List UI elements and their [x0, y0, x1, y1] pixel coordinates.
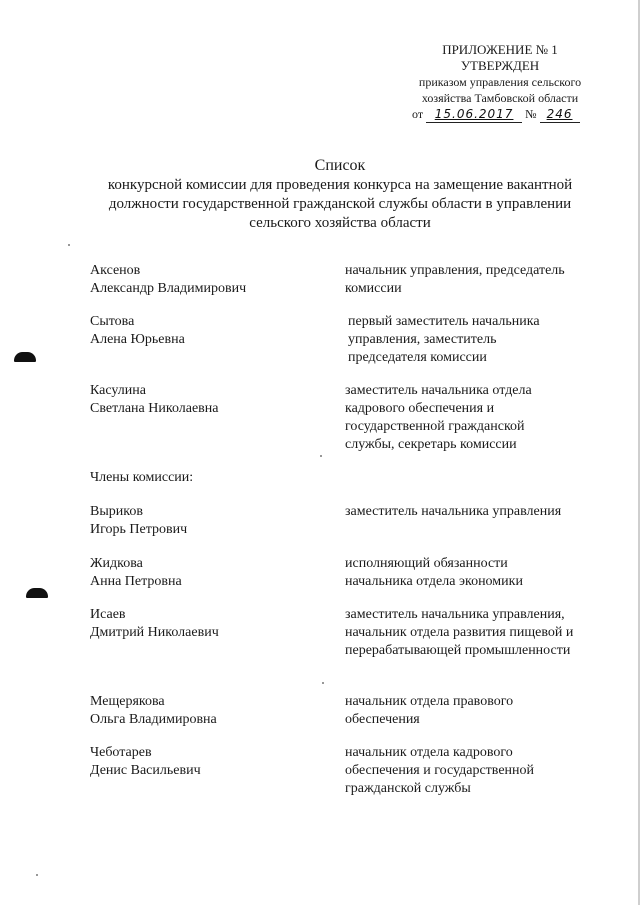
- person-surname: Выриков: [90, 504, 143, 519]
- number-prefix: №: [525, 107, 537, 121]
- person-name: [90, 382, 320, 418]
- approved-label: УТВЕРЖДЕН: [460, 58, 540, 73]
- person-given-names: Игорь Петрович: [90, 522, 188, 537]
- person-role: первый заместитель начальника управления, заместитель председателя комиссии: [348, 314, 540, 365]
- person-role: начальник отдела правового обеспечения: [345, 694, 514, 727]
- person-given-names: Светлана Николаевна: [90, 401, 219, 416]
- person-surname: Касулина: [90, 383, 146, 398]
- person-surname: Мещерякова: [90, 694, 165, 709]
- person-given-names: Алена Юрьевна: [90, 332, 185, 347]
- person-role: начальник отдела кадрового обеспечения и государственной гражданской службы: [345, 745, 535, 796]
- person-name: [90, 262, 320, 298]
- person-role: исполняющий обязанности начальника отдела экономики: [345, 556, 523, 589]
- person-name: [90, 555, 320, 591]
- title-line-3: сельского хозяйства области: [249, 215, 431, 231]
- document-title: [60, 156, 620, 233]
- order-date-handwritten: 15.06.2017: [434, 107, 514, 121]
- order-date-field: [426, 106, 522, 123]
- person-given-names: Анна Петровна: [90, 574, 182, 589]
- person-role: заместитель начальника отдела кадрового обеспечения и государственной гражданской службы, секретарь комиссии: [345, 383, 532, 452]
- person-role: заместитель начальника управления, начальник отдела развития пищевой и перерабатывающей промышленности: [345, 607, 574, 658]
- order-issuer-line2: хозяйства Тамбовской области: [421, 91, 579, 105]
- scan-speck: [36, 874, 38, 876]
- title-heading: Список: [314, 157, 366, 174]
- date-prefix: от: [412, 107, 424, 121]
- approval-block: [390, 42, 610, 123]
- person-given-names: Александр Владимирович: [90, 281, 247, 296]
- scan-speck: [320, 455, 322, 457]
- person-given-names: Ольга Владимировна: [90, 712, 217, 727]
- person-surname: Жидкова: [90, 556, 143, 571]
- order-date-line: [390, 106, 610, 123]
- order-number-field: [540, 106, 580, 123]
- title-line-2: должности государственной гражданской службы области в управлении: [108, 196, 572, 212]
- order-issuer-line1: приказом управления сельского: [418, 75, 582, 89]
- person-surname: Исаев: [90, 607, 126, 622]
- person-surname: Сытова: [90, 314, 135, 329]
- binder-hole-mark: [14, 352, 36, 362]
- person-name: [90, 503, 320, 539]
- person-surname: Чеботарев: [90, 745, 152, 760]
- order-number-handwritten: 246: [546, 107, 573, 121]
- members-heading: Члены комиссии:: [90, 470, 194, 485]
- person-name: [90, 693, 320, 729]
- scan-speck: [68, 244, 70, 246]
- person-role: начальник управления, председатель комиссии: [345, 263, 565, 296]
- person-name: [90, 606, 320, 642]
- person-given-names: Дмитрий Николаевич: [90, 625, 219, 640]
- person-role: заместитель начальника управления: [345, 504, 562, 519]
- scan-speck: [322, 682, 324, 684]
- title-line-1: конкурсной комиссии для проведения конкурса на замещение вакантной: [107, 177, 573, 193]
- person-name: [90, 744, 320, 780]
- person-given-names: Денис Васильевич: [90, 763, 201, 778]
- appendix-number: ПРИЛОЖЕНИЕ № 1: [442, 42, 558, 57]
- person-surname: Аксенов: [90, 263, 141, 278]
- person-name: [90, 313, 320, 349]
- binder-hole-mark: [26, 588, 48, 598]
